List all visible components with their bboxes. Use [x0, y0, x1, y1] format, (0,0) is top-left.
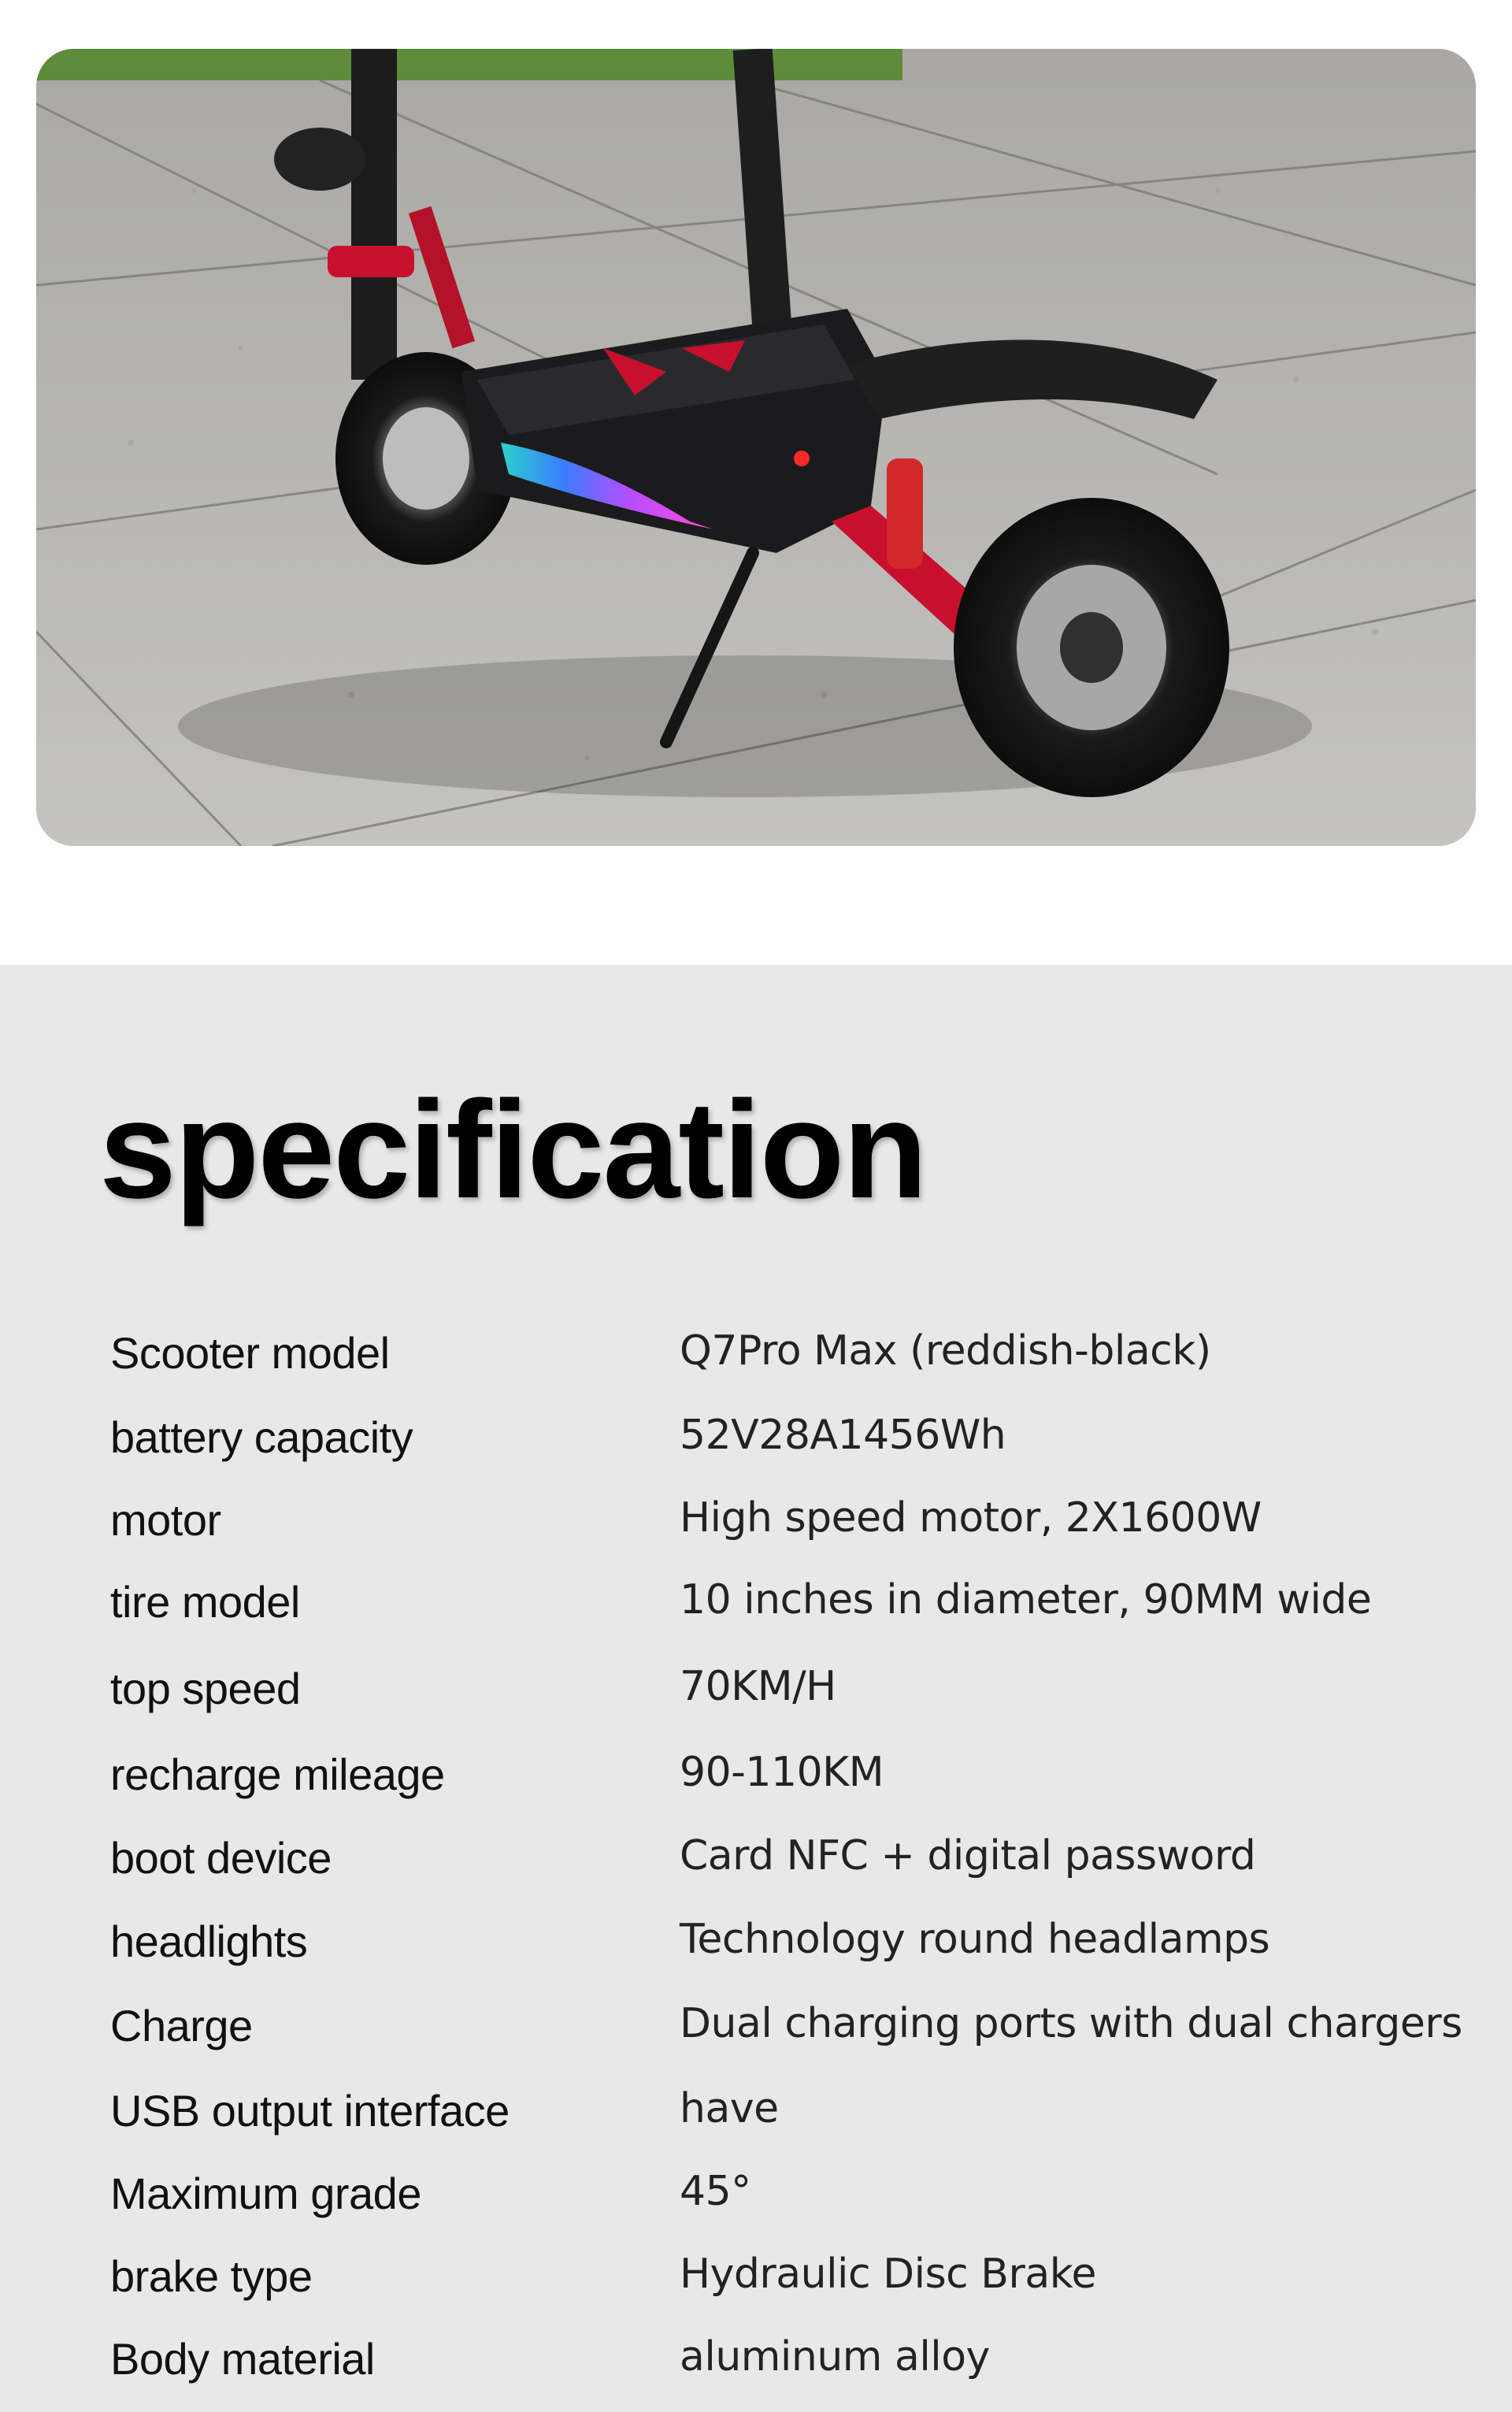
spec-value: 10 inches in diameter, 90MM wide [680, 1576, 1372, 1623]
spec-label: battery capacity [110, 1412, 413, 1462]
spec-row [110, 2251, 1449, 2314]
spec-row [110, 1327, 1449, 1390]
spec-row [110, 1412, 1449, 1475]
spec-label: motor [110, 1495, 221, 1545]
spec-label: Scooter model [110, 1328, 390, 1378]
spec-label: USB output interface [110, 2086, 510, 2136]
spec-label: recharge mileage [110, 1750, 445, 1799]
spec-row [110, 2168, 1449, 2231]
spec-label: Body material [110, 2334, 375, 2384]
spec-label: Charge [110, 2001, 253, 2050]
spec-label: top speed [110, 1664, 301, 1713]
spec-label: Maximum grade [110, 2169, 421, 2218]
scooter-illustration [36, 49, 1476, 846]
spec-value: 90-110KM [680, 1749, 884, 1796]
spec-row [110, 1576, 1449, 1639]
spec-value: Dual charging ports with dual chargers [680, 2000, 1462, 2047]
specification-title: specification [99, 1073, 926, 1227]
spec-value: 45° [680, 2168, 751, 2215]
spec-value: 52V28A1456Wh [680, 1412, 1006, 1459]
spec-row [110, 1916, 1449, 1979]
spec-value: Hydraulic Disc Brake [680, 2251, 1096, 2298]
spec-value: Card NFC + digital password [680, 1832, 1256, 1880]
spec-label: brake type [110, 2251, 313, 2301]
spec-value: have [680, 2085, 779, 2132]
spec-value: Technology round headlamps [680, 1916, 1270, 1963]
spec-row [110, 1749, 1449, 1812]
spec-row [110, 1663, 1449, 1726]
spec-value: Q7Pro Max (reddish-black) [680, 1327, 1211, 1375]
spec-value: aluminum alloy [680, 2333, 990, 2380]
spec-label: headlights [110, 1917, 308, 1966]
spec-value: High speed motor, 2X1600W [680, 1494, 1262, 1542]
spec-row [110, 1494, 1449, 1557]
spec-row [110, 1832, 1449, 1895]
spec-row [110, 2085, 1449, 2148]
spec-row [110, 2000, 1462, 2063]
spec-label: boot device [110, 1833, 332, 1883]
product-image-area [0, 0, 1512, 965]
spec-value: 70KM/H [680, 1663, 836, 1710]
scooter-photo [36, 49, 1476, 846]
spec-row [110, 2333, 1449, 2396]
spec-label: tire model [110, 1577, 300, 1627]
